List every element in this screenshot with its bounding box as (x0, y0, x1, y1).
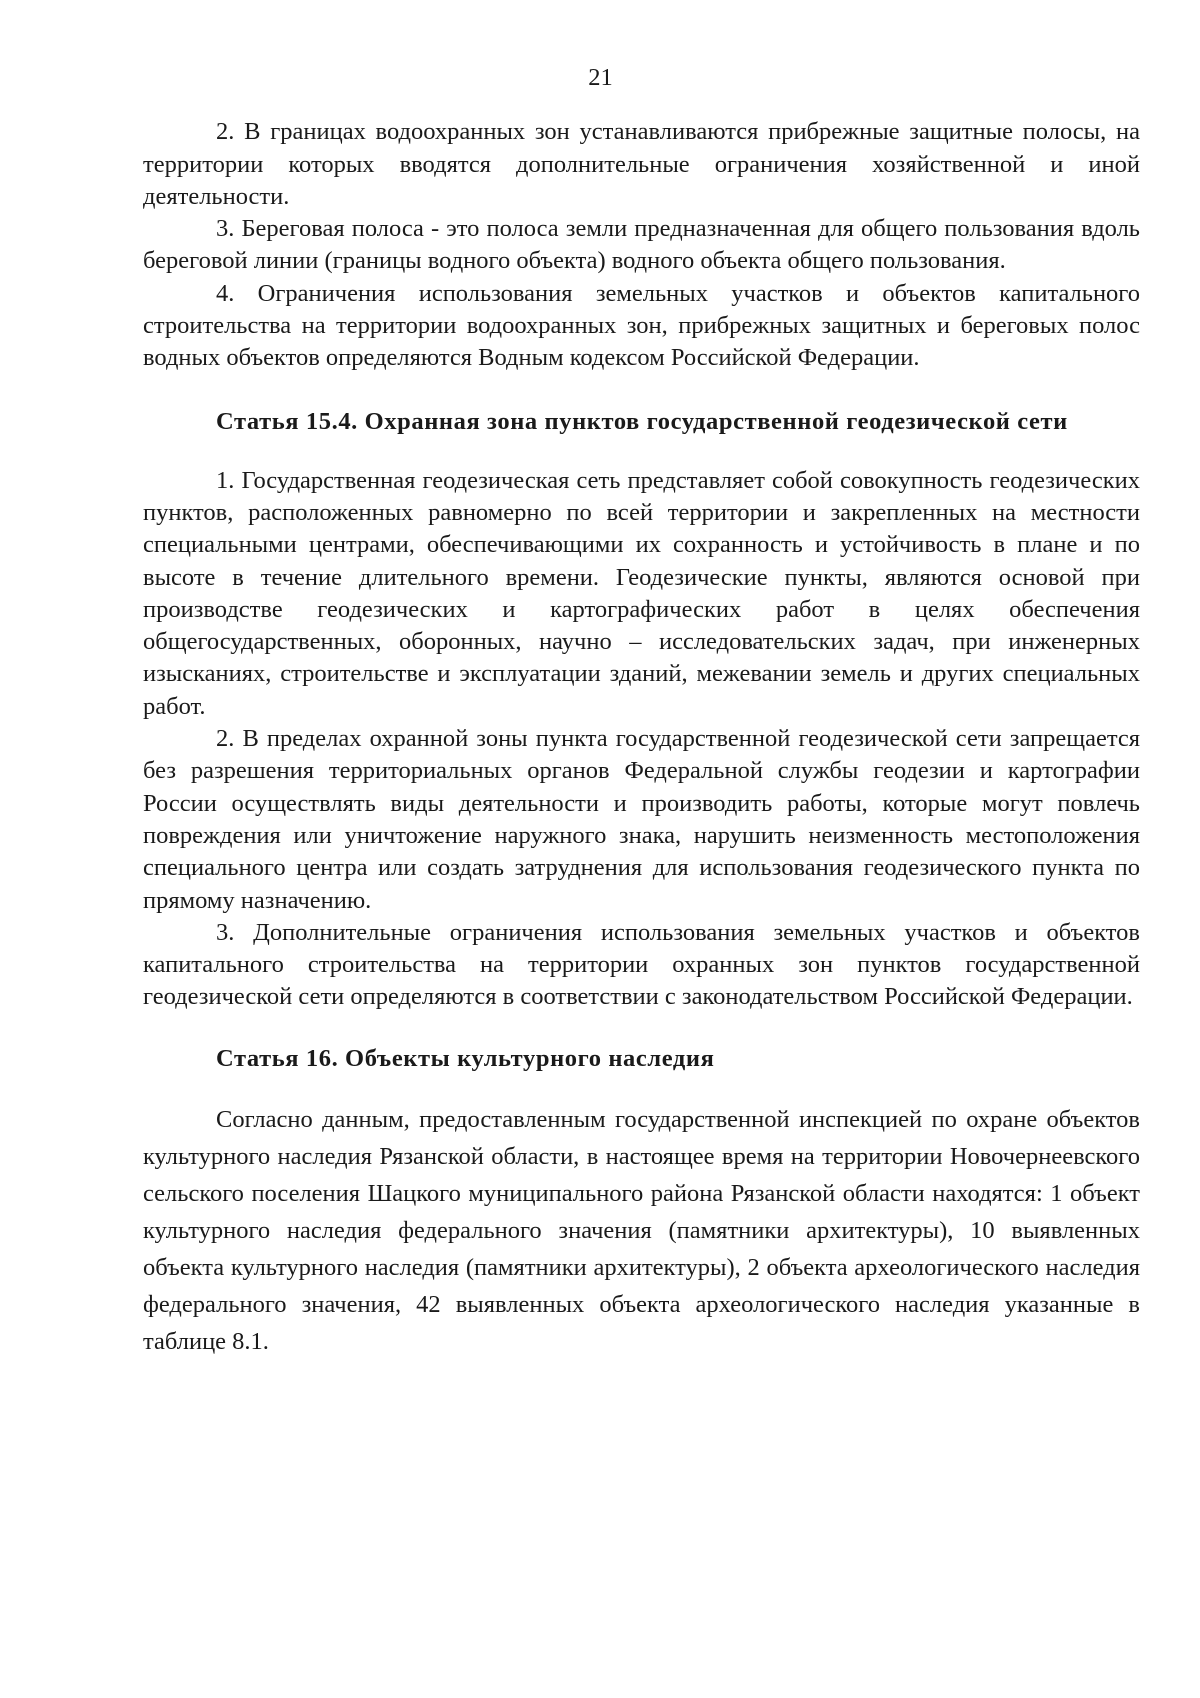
section-heading: Статья 16. Объекты культурного наследия (216, 1044, 715, 1072)
section-heading: Статья 15.4. Охранная зона пунктов государственной геодезической сети (216, 407, 1068, 435)
paragraph: 4. Ограничения использования земельных участков и объектов капитального строительства на территории водоохранных зон, прибрежных защитных и береговых полос водных объектов определяются Водным кодексом Российской Федерации. (143, 279, 1140, 372)
paragraph: Согласно данным, предоставленным государственной инспекцией по охране объектов культурного наследия Рязанской области, в настоящее время на территории Новочернеевского сельского поселения Шацкого муниципального района Рязанской области находятся: 1 объект культурного наследия федерального значения (памятники архитектуры), 10 выявленных объекта культурного наследия (памятники архитектуры), 2 объекта археологического наследия федерального значения, 42 выявленных объекта археологического наследия указанные в таблице 8.1. (143, 1105, 1140, 1355)
section-15-4 (143, 406, 1140, 1014)
section-16 (143, 1043, 1140, 1360)
paragraph: 3. Береговая полоса - это полоса земли предназначенная для общего пользования вдоль береговой линии (границы водного объекта) водного объекта общего пользования. (143, 215, 1140, 275)
paragraph: 2. В границах водоохранных зон устанавливаются прибрежные защитные полосы, на территории которых вводятся дополнительные ограничения хозяйственной и иной деятельности. (143, 118, 1140, 210)
paragraph: 1. Государственная геодезическая сеть представляет собой совокупность геодезических пунктов, расположенных равномерно по всей территории и закрепленных на местности специальными центрами, обеспечивающими их сохранность и устойчивость в плане и по высоте в течение длительного времени. Геодезические пункты, являются основой при производстве геодезических и картографических работ в целях обеспечения общегосударственных, оборонных, научно – исследовательских задач, при инженерных изысканиях, строительстве и эксплуатации зданий, межевании земель и других специальных работ. (143, 466, 1140, 720)
section-15-3-tail (143, 116, 1140, 374)
page-number: 21 (588, 64, 613, 91)
paragraph: 2. В пределах охранной зоны пункта государственной геодезической сети запрещается без разрешения территориальных органов Федеральной службы геодезии и картографии России осуществлять виды деятельности и производить работы, которые могут повлечь повреждения или уничтожение наружного знака, нарушить неизменность местоположения специального центра или создать затруднения для использования геодезического пункта по прямому назначению. (143, 725, 1140, 914)
paragraph: 3. Дополнительные ограничения использования земельных участков и объектов капитального строительства на территории охранных зон пунктов государственной геодезической сети определяются в соответствии с законодательством Российской Федерации. (143, 918, 1140, 1011)
